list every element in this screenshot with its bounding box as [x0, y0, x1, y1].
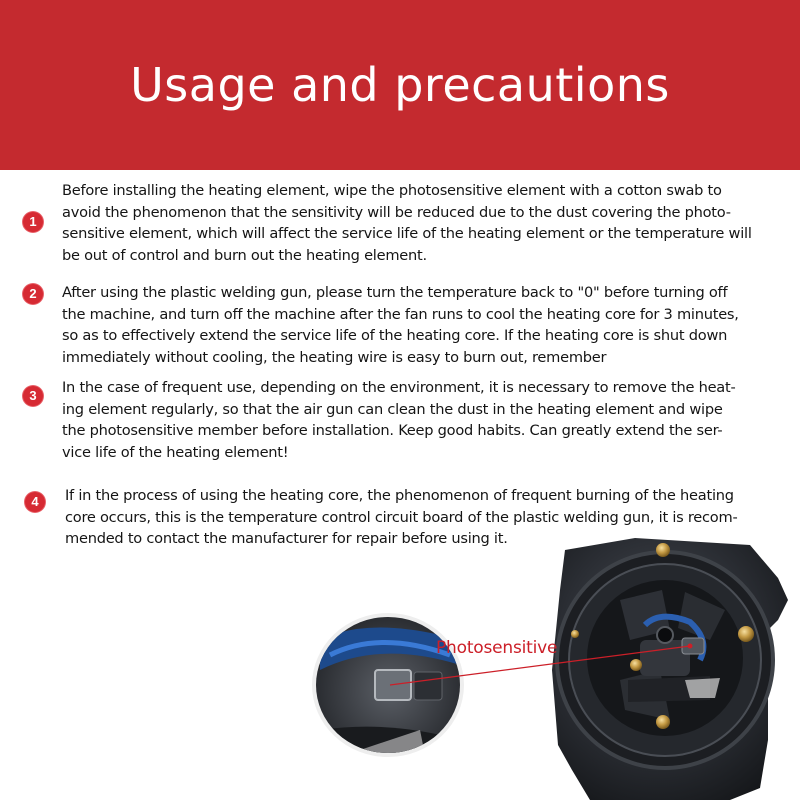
sensor-closeup-inset — [310, 610, 470, 770]
header-banner — [0, 0, 800, 170]
photo-caption: Photosensitive — [436, 638, 558, 658]
number-badge: 3 — [23, 386, 43, 406]
heating-core-connector — [552, 538, 788, 800]
item-text: If in the process of using the heating core, the phenomenon of frequent burning of the heating core occurs, this is the temperature control circuit board of the plastic welding gun, it is recom- mended to contact the manufacturer for repair before using it. — [65, 487, 738, 547]
number-badge: 4 — [25, 492, 45, 512]
number-badge: 2 — [23, 284, 43, 304]
number-badge: 1 — [23, 212, 43, 232]
product-photo — [290, 530, 800, 800]
item-text: Before installing the heating element, wipe the photosensitive element with a cotton swab to avoid the phenomenon that the sensitivity will be reduced due to the dust covering the photo- sensitive element, which will affect the service life of the heating element or the temperature will be out of control and burn out the heating element. — [62, 182, 752, 264]
item-text: In the case of frequent use, depending on the environment, it is necessary to remove the heat- ing element regularly, so that the air gun can clean the dust in the heating element and wipe the photosensitive member before installation. Keep good habits. Can greatly extend the ser- vice life of the heating element! — [62, 379, 736, 461]
item-text: After using the plastic welding gun, please turn the temperature back to "0" before turning off the machine, and turn off the machine after the fan runs to cool the heating core for 3 minutes, so as to effectively extend the service life of the heating core. If the heating core is shut down immediately without cooling, the heating wire is easy to burn out, remember — [62, 284, 739, 366]
page-title: Usage and precautions — [130, 58, 670, 112]
